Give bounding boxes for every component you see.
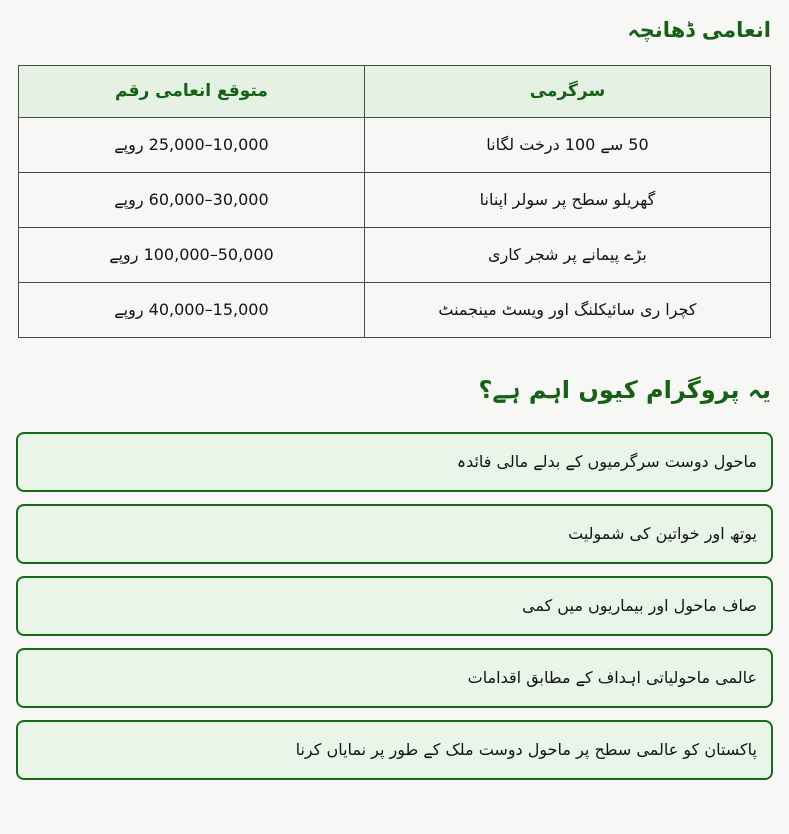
page-title: انعامی ڈھانچہ — [627, 18, 771, 42]
rewards-table — [18, 65, 771, 338]
activity-cell: 50 سے 100 درخت لگانا — [364, 117, 770, 172]
benefit-item: پاکستان کو عالمی سطح پر ماحول دوست ملک کے طور پر نمایاں کرنا — [16, 720, 773, 780]
activity-cell: بڑے پیمانے پر شجر کاری — [364, 227, 770, 282]
column-header-amount: متوقع انعامی رقم — [19, 65, 365, 117]
table-row — [19, 117, 771, 172]
amount-cell: 50,000–100,000 روپے — [19, 227, 365, 282]
activity-cell: کچرا ری سائیکلنگ اور ویسٹ مینجمنٹ — [364, 282, 770, 337]
benefit-item: صاف ماحول اور بیماریوں میں کمی — [16, 576, 773, 636]
amount-cell: 30,000–60,000 روپے — [19, 172, 365, 227]
amount-cell: 10,000–25,000 روپے — [19, 117, 365, 172]
column-header-activity: سرگرمی — [364, 65, 770, 117]
table-row — [19, 282, 771, 337]
benefit-item: عالمی ماحولیاتی اہداف کے مطابق اقدامات — [16, 648, 773, 708]
benefit-item: ماحول دوست سرگرمیوں کے بدلے مالی فائدہ — [16, 432, 773, 492]
amount-cell: 15,000–40,000 روپے — [19, 282, 365, 337]
activity-cell: گھریلو سطح پر سولر اپنانا — [364, 172, 770, 227]
table-row — [19, 227, 771, 282]
table-row — [19, 172, 771, 227]
table-header-row — [19, 65, 771, 117]
benefit-item: یوتھ اور خواتین کی شمولیت — [16, 504, 773, 564]
section-heading: یہ پروگرام کیوں اہم ہے؟ — [478, 375, 771, 404]
